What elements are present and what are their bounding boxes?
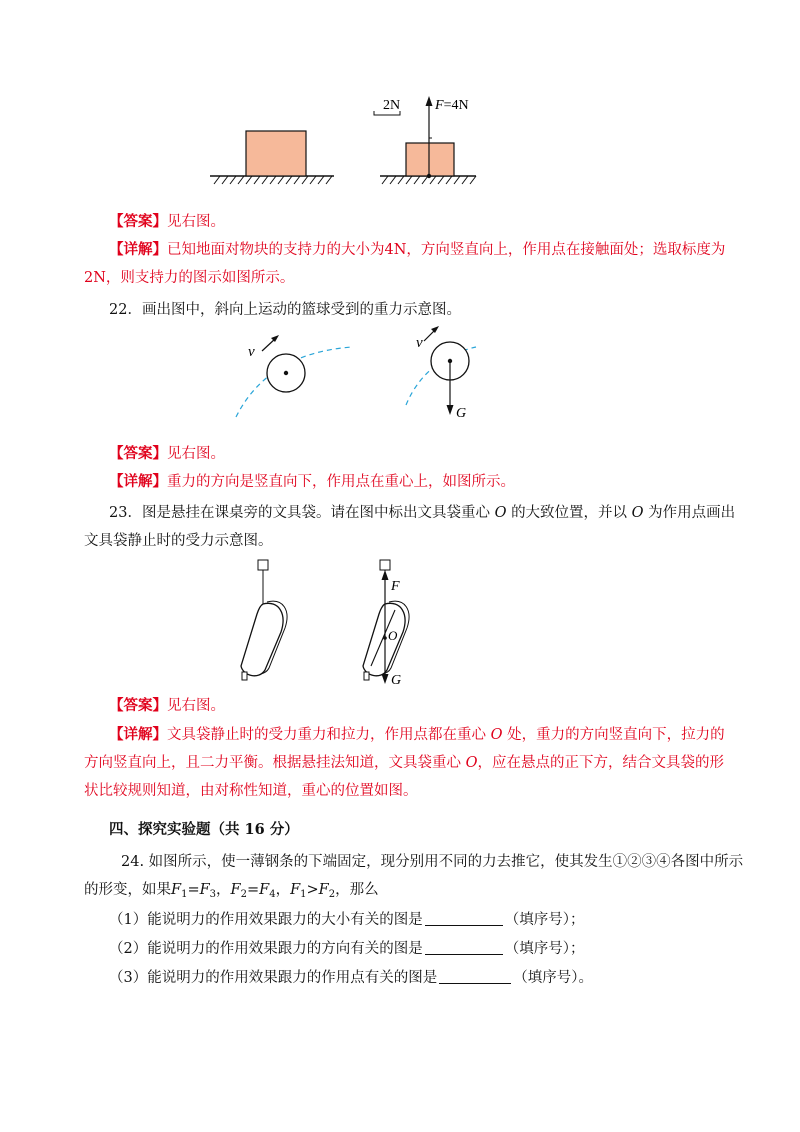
detail-text-b: 处，重力的方向竖直向下，拉力的 [507,727,725,743]
sub3-hint: （填序号）。 [513,970,593,986]
q24-sub2 [109,939,584,959]
q24-sub3 [109,968,593,988]
q21-figure [200,90,500,190]
q24-stem-line2 [84,880,379,900]
answer-tag: 【答案】 [109,213,167,230]
f1-sub: 1 [181,889,188,900]
q23-question-line1 [109,503,735,523]
f3-sub: 3 [209,889,217,900]
gravity-label: G [391,673,402,688]
sub2-text: （2）能说明力的作用效果跟力的方向有关的图是 [109,941,423,957]
q23-o-2: O [631,505,644,521]
gt: > [306,882,319,898]
q24-stem-line1: 24. 如图所示，使一薄钢条的下端固定，现分别用不同的力去推它，使其发生①②③④各图中所示 [121,854,744,870]
q23-o-1: O [494,505,507,521]
q22-figure [220,325,480,425]
eq2: = [246,882,260,898]
answer-blank-1[interactable] [425,911,503,926]
comma1: ， [216,882,231,898]
detail-text-a: 文具袋静止时的受力重力和拉力，作用点都在重心 [167,727,486,743]
f1b: F [290,882,301,898]
detail-o-1: O [490,727,503,743]
right-block [406,143,454,176]
answer-text: 见右图。 [167,214,225,230]
bag-right [363,603,405,675]
f2: F [230,882,241,898]
q21-answer [109,212,225,232]
ball-left-center [284,371,288,375]
gravity-label: G [456,406,467,421]
stem-end: ，那么 [335,882,379,898]
sub1-hint: （填序号）； [504,912,585,928]
q23-detail-line2 [84,753,724,773]
velocity-arrow-right-head [431,326,439,333]
f4: F [259,882,270,898]
velocity-label-left: v [248,344,255,360]
center-of-gravity [383,636,387,640]
tension-arrow-head [382,570,389,580]
answer-blank-3[interactable] [439,969,511,984]
eq1: = [187,882,200,898]
detail-text: 已知地面对物块的支持力的大小为4N，方向竖直向上，作用点在接触面处；选取标度为 [167,242,726,258]
left-block [246,131,306,176]
q21-detail-line1 [109,240,725,260]
q24-sub1 [109,910,584,930]
q23-figure [225,558,425,688]
answer-text: 见右图。 [167,446,225,462]
answer-text: 见右图。 [167,698,225,714]
action-point [427,174,431,178]
bag-right-foot [364,672,369,680]
force-label: F=4N [435,98,469,113]
answer-tag: 【答案】 [109,697,167,714]
q23-detail-line1 [109,725,725,745]
f3: F [199,882,210,898]
tension-label: F [391,579,400,594]
center-label: O [388,628,398,643]
q23-text-b: 的大致位置，并以 [511,505,628,521]
gravity-arrow-head [382,674,389,684]
left-ground [210,176,334,184]
sub1-text: （1）能说明力的作用效果跟力的大小有关的图是 [109,912,423,928]
velocity-label-right: v [416,335,423,351]
sub3-text: （3）能说明力的作用效果跟力的作用点有关的图是 [109,970,438,986]
bag-left-foot [242,672,247,680]
q22-detail [109,472,515,492]
detail-tag: 【详解】 [109,473,167,490]
detail-o-2: O [465,755,478,771]
q23-question-line2: 文具袋静止时的受力示意图。 [84,533,273,549]
q22-answer [109,444,225,464]
detail-text-d: ，应在悬点的正下方，结合文具袋的形 [477,755,724,771]
hook-left [258,560,268,570]
q23-answer [109,696,225,716]
gravity-arrow-head [447,405,454,415]
q23-detail-line3: 状比较规则知道，由对称性知道，重心的位置如图。 [84,783,418,799]
sub2-hint: （填序号）； [504,941,585,957]
detail-text: 重力的方向是竖直向下，作用点在重心上，如图所示。 [167,474,515,490]
f4-sub: 4 [269,889,276,900]
q21-detail-line2: 2N，则支持力的图示如图所示。 [84,270,295,286]
hook-right [380,560,390,570]
f2b: F [318,882,329,898]
detail-tag: 【详解】 [109,726,167,743]
scale-label: 2N [383,98,401,113]
comma2: ， [275,882,291,898]
stem-text: 的形变，如果 [84,882,171,898]
q23-text-a: 23．图是悬挂在课桌旁的文具袋。请在图中标出文具袋重心 [109,505,490,521]
f2-sub: 2 [240,889,247,900]
q23-text-c: 为作用点画出 [648,505,736,521]
detail-tag: 【详解】 [109,241,167,258]
q22-question: 22．画出图中，斜向上运动的篮球受到的重力示意图。 [109,302,461,318]
section-title: 四、探究实验题（共 16 分） [109,821,299,838]
detail-text-c: 方向竖直向上，且二力平衡。根据悬挂法知道，文具袋重心 [84,755,461,771]
f1b-sub: 1 [300,889,307,900]
answer-tag: 【答案】 [109,445,167,462]
force-arrow-head [426,96,433,106]
f2b-sub: 2 [328,889,336,900]
bag-left [241,603,283,675]
answer-blank-2[interactable] [425,940,503,955]
f1: F [171,882,182,898]
